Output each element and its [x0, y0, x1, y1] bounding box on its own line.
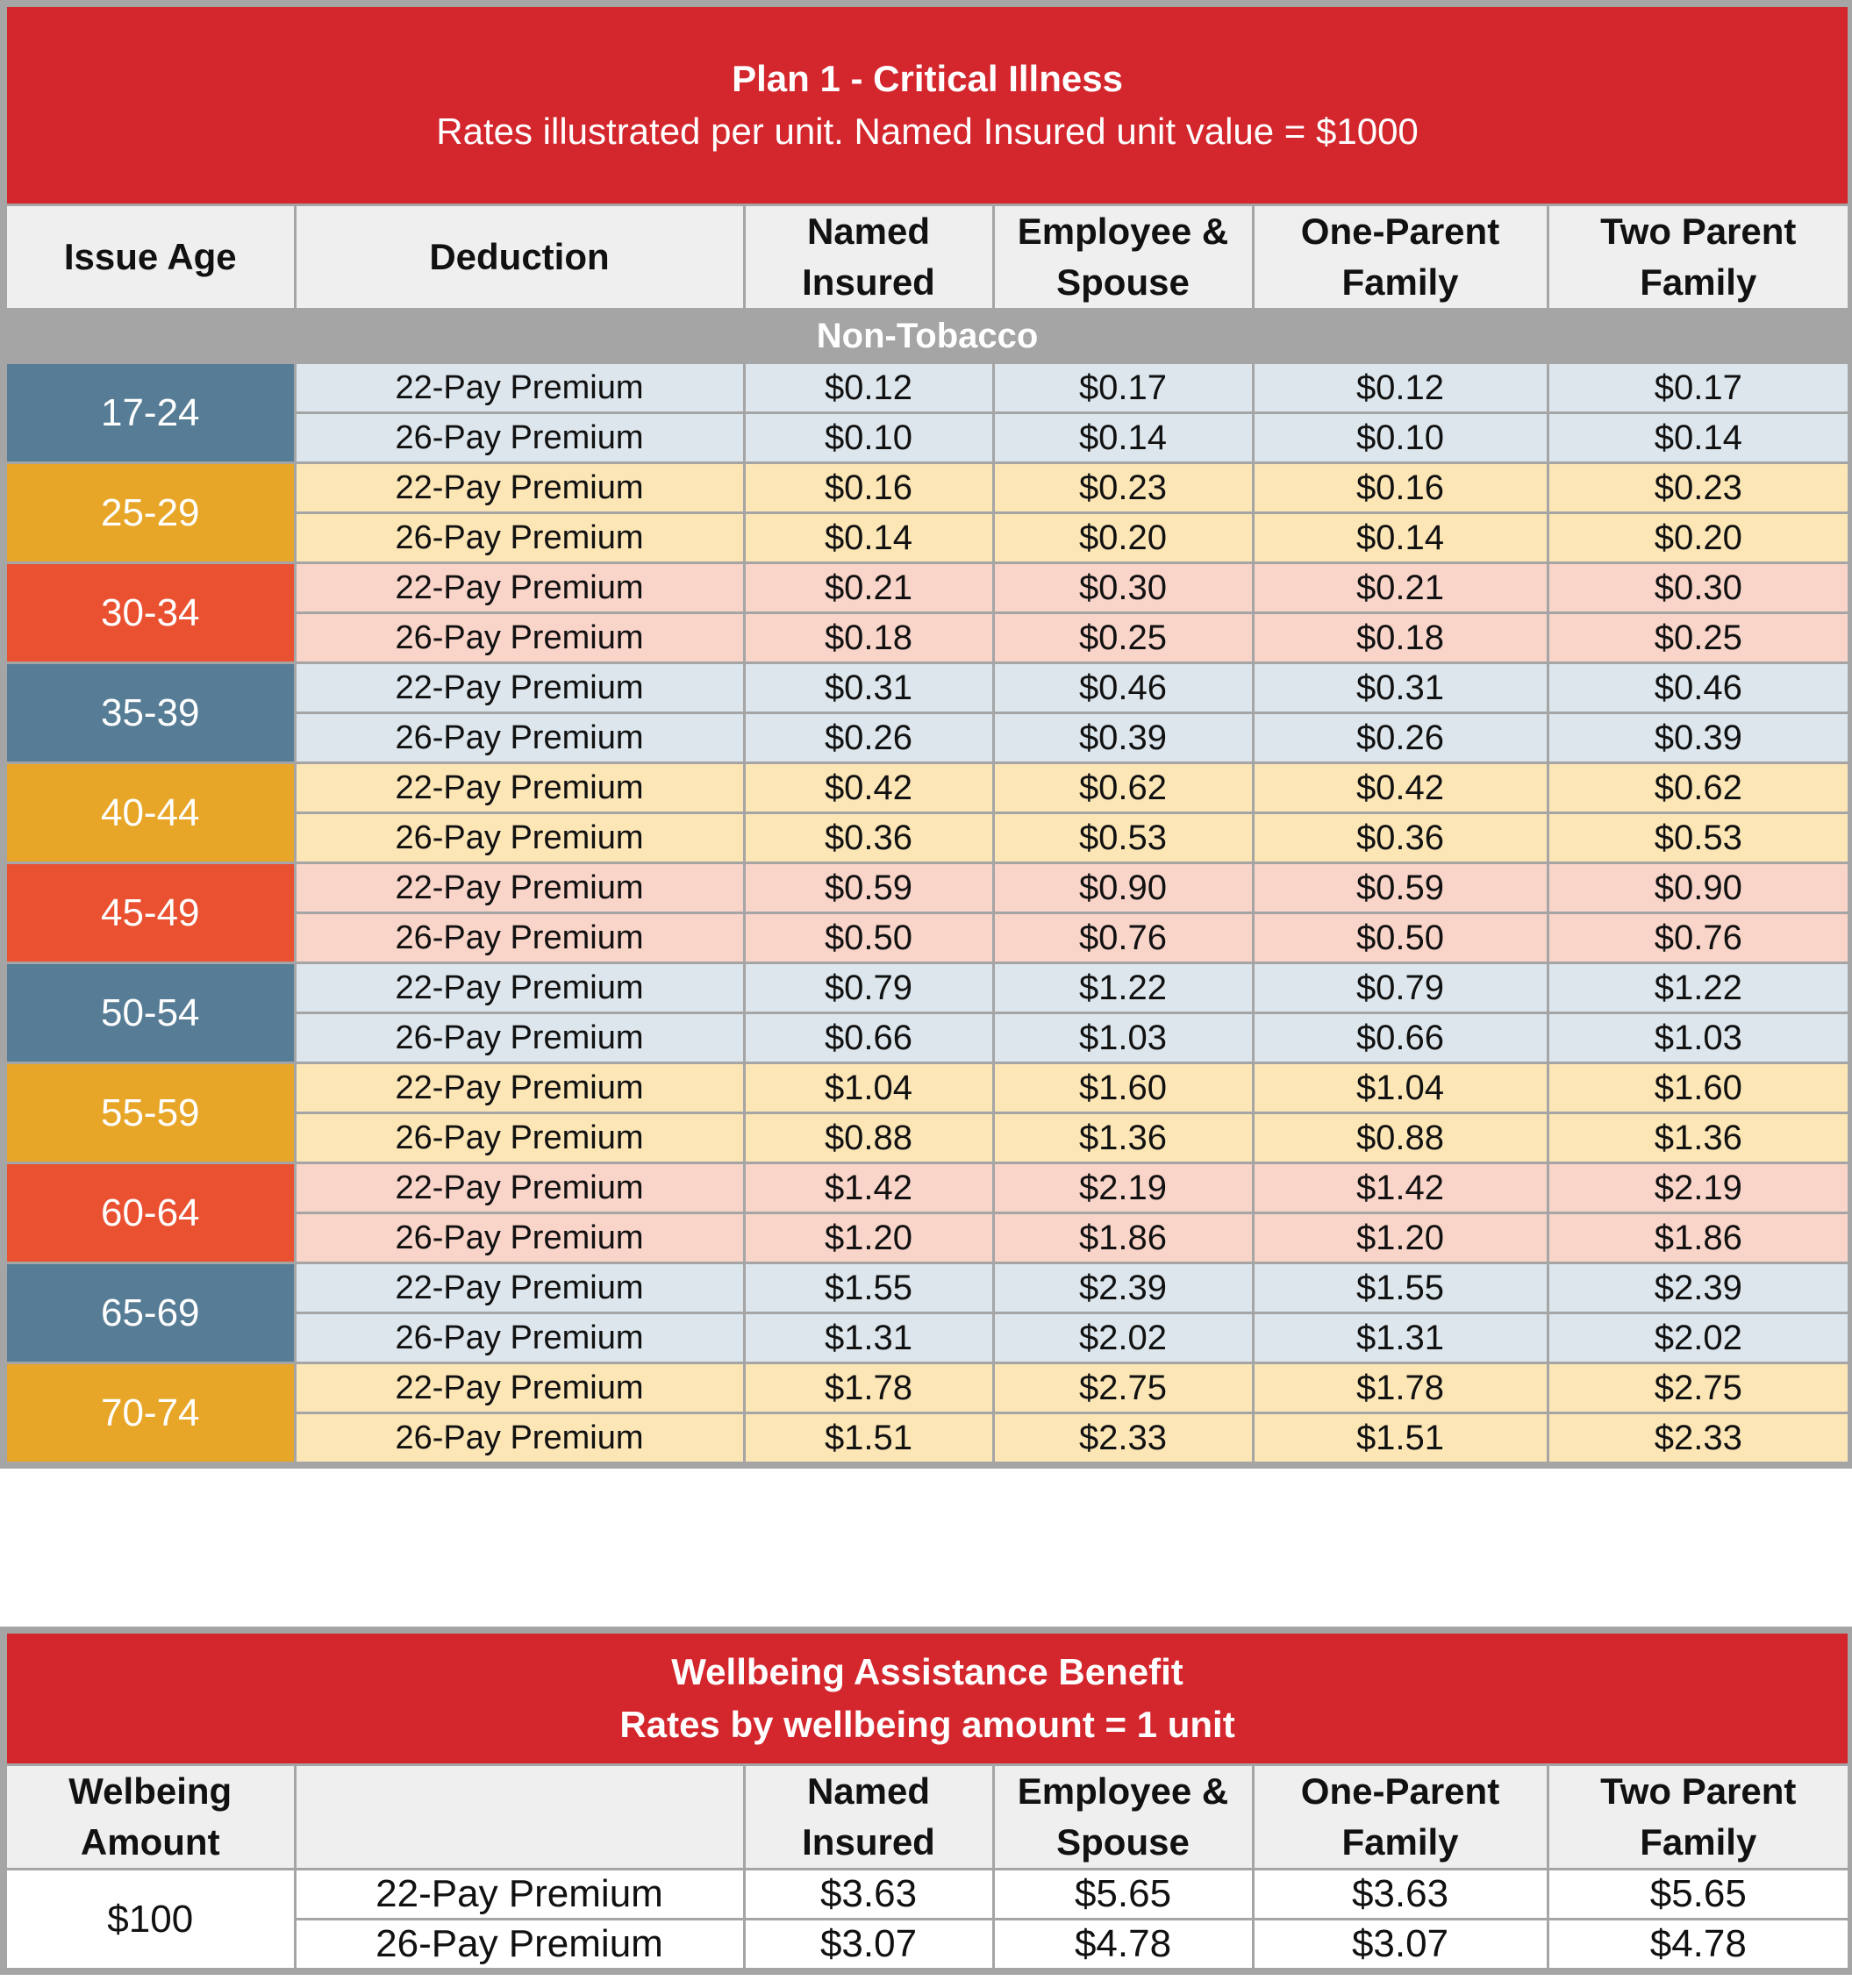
rate-value: $1.86: [1548, 1213, 1851, 1263]
plan-title: Plan 1 - Critical Illness: [732, 58, 1123, 99]
header-line: Employee &: [1017, 211, 1229, 252]
deduction-label: 26-Pay Premium: [295, 413, 744, 463]
wellbeing-title: Wellbeing Assistance Benefit: [671, 1651, 1183, 1692]
header-employee-spouse: [993, 1765, 1253, 1870]
rate-value: $0.18: [744, 613, 993, 663]
header-line: Amount: [80, 1821, 220, 1863]
rate-value: $0.79: [744, 963, 993, 1013]
rate-row: [4, 363, 1851, 413]
rate-row: [4, 763, 1851, 813]
header-line: Spouse: [1056, 1821, 1190, 1863]
rate-value: $0.90: [1548, 863, 1851, 913]
rate-value: $1.51: [744, 1413, 993, 1466]
rate-row: [4, 863, 1851, 913]
rate-value: $0.31: [1253, 663, 1548, 713]
header-line: Named: [806, 211, 931, 252]
rate-value: $0.90: [993, 863, 1253, 913]
rate-value: $0.23: [1548, 463, 1851, 513]
rate-value: $0.79: [1253, 963, 1548, 1013]
header-wellbeing-amount: [4, 1765, 295, 1870]
rate-value: $0.14: [744, 513, 993, 563]
rate-value: $4.78: [993, 1920, 1253, 1972]
section-non-tobacco: Non-Tobacco: [4, 310, 1851, 363]
rate-value: $0.26: [744, 713, 993, 763]
rate-value: $1.78: [1253, 1363, 1548, 1413]
rate-value: $0.42: [1253, 763, 1548, 813]
issue-age-cell: 55-59: [4, 1063, 295, 1163]
rate-value: $0.14: [1253, 513, 1548, 563]
deduction-label: 26-Pay Premium: [295, 1013, 744, 1063]
rate-value: $1.42: [744, 1163, 993, 1213]
rate-value: $3.63: [1253, 1870, 1548, 1920]
rate-value: $0.46: [1548, 663, 1851, 713]
deduction-label: 22-Pay Premium: [295, 1363, 744, 1413]
header-employee-spouse: [993, 205, 1253, 310]
rate-value: $0.62: [1548, 763, 1851, 813]
deduction-label: 22-Pay Premium: [295, 663, 744, 713]
header-line: Spouse: [1056, 261, 1190, 303]
rate-value: $0.50: [744, 913, 993, 963]
rate-value: $0.42: [744, 763, 993, 813]
rate-value: $2.33: [993, 1413, 1253, 1466]
issue-age-cell: 50-54: [4, 963, 295, 1063]
header-named-insured: [744, 205, 993, 310]
rate-value: $0.59: [1253, 863, 1548, 913]
rate-row: [4, 1363, 1851, 1413]
rate-value: $0.14: [1548, 413, 1851, 463]
rate-value: $2.39: [1548, 1263, 1851, 1313]
rate-value: $0.16: [744, 463, 993, 513]
rate-value: $2.33: [1548, 1413, 1851, 1466]
rate-value: $1.42: [1253, 1163, 1548, 1213]
issue-age-cell: 35-39: [4, 663, 295, 763]
rate-value: $1.22: [993, 963, 1253, 1013]
rate-value: $2.02: [993, 1313, 1253, 1363]
header-line: Two Parent: [1600, 1770, 1797, 1812]
header-line: Two Parent: [1600, 211, 1797, 252]
rate-value: $0.36: [1253, 813, 1548, 863]
rate-value: $0.46: [993, 663, 1253, 713]
rate-value: $1.04: [1253, 1063, 1548, 1113]
rate-value: $0.21: [1253, 563, 1548, 613]
deduction-label: 22-Pay Premium: [295, 863, 744, 913]
rate-value: $0.36: [744, 813, 993, 863]
plan-subtitle: Rates illustrated per unit. Named Insured unit value = $1000: [436, 111, 1419, 152]
rate-value: $1.60: [1548, 1063, 1851, 1113]
rate-value: $0.18: [1253, 613, 1548, 663]
deduction-label: 22-Pay Premium: [295, 963, 744, 1013]
rate-value: $2.19: [993, 1163, 1253, 1213]
rate-value: $0.17: [1548, 363, 1851, 413]
rate-value: $0.17: [993, 363, 1253, 413]
wellbeing-row: [4, 1870, 1851, 1920]
rate-value: $3.07: [744, 1920, 993, 1972]
issue-age-cell: 17-24: [4, 363, 295, 463]
wellbeing-subtitle: Rates by wellbeing amount = 1 unit: [619, 1704, 1235, 1745]
rate-row: [4, 463, 1851, 513]
header-line: Employee &: [1017, 1770, 1229, 1812]
rate-value: $0.16: [1253, 463, 1548, 513]
deduction-label: 22-Pay Premium: [295, 1870, 744, 1920]
header-one-parent-family: [1253, 205, 1548, 310]
rate-value: $5.65: [993, 1870, 1253, 1920]
rate-value: $0.59: [744, 863, 993, 913]
rate-value: $0.25: [993, 613, 1253, 663]
rate-value: $1.55: [1253, 1263, 1548, 1313]
header-line: One-Parent: [1300, 1770, 1500, 1812]
deduction-label: 22-Pay Premium: [295, 363, 744, 413]
deduction-label: 26-Pay Premium: [295, 1213, 744, 1263]
rate-value: $0.12: [1253, 363, 1548, 413]
rate-value: $0.53: [993, 813, 1253, 863]
deduction-label: 26-Pay Premium: [295, 1313, 744, 1363]
deduction-label: 22-Pay Premium: [295, 463, 744, 513]
rate-value: $1.20: [744, 1213, 993, 1263]
rate-row: [4, 663, 1851, 713]
rate-value: $0.20: [993, 513, 1253, 563]
header-issue-age: Issue Age: [4, 205, 295, 310]
issue-age-cell: 60-64: [4, 1163, 295, 1263]
header-line: Family: [1640, 1821, 1757, 1863]
rate-value: $1.36: [1548, 1113, 1851, 1163]
rate-value: $0.39: [1548, 713, 1851, 763]
header-line: Welbeing: [68, 1770, 232, 1812]
deduction-label: 22-Pay Premium: [295, 1063, 744, 1113]
issue-age-cell: 30-34: [4, 563, 295, 663]
header-line: Family: [1341, 261, 1459, 303]
issue-age-cell: 70-74: [4, 1363, 295, 1466]
issue-age-cell: 65-69: [4, 1263, 295, 1363]
header-line: Family: [1341, 1821, 1459, 1863]
header-line: Insured: [802, 1821, 935, 1863]
header-line: One-Parent: [1300, 211, 1500, 252]
deduction-label: 26-Pay Premium: [295, 813, 744, 863]
rate-value: $2.19: [1548, 1163, 1851, 1213]
deduction-label: 22-Pay Premium: [295, 1263, 744, 1313]
deduction-label: 26-Pay Premium: [295, 1413, 744, 1466]
rate-value: $1.86: [993, 1213, 1253, 1263]
rate-value: $0.31: [744, 663, 993, 713]
rate-value: $0.30: [1548, 563, 1851, 613]
deduction-label: 26-Pay Premium: [295, 613, 744, 663]
rate-value: $0.62: [993, 763, 1253, 813]
rate-value: $0.66: [1253, 1013, 1548, 1063]
issue-age-cell: 25-29: [4, 463, 295, 563]
wellbeing-amount: $100: [4, 1870, 295, 1972]
rate-value: $1.36: [993, 1113, 1253, 1163]
rate-value: $0.76: [993, 913, 1253, 963]
header-line: Named: [806, 1770, 931, 1812]
header-blank: [295, 1765, 744, 1870]
rate-value: $0.10: [744, 413, 993, 463]
deduction-label: 22-Pay Premium: [295, 563, 744, 613]
rate-value: $0.10: [1253, 413, 1548, 463]
rate-value: $1.78: [744, 1363, 993, 1413]
rate-value: $3.63: [744, 1870, 993, 1920]
rate-value: $1.03: [1548, 1013, 1851, 1063]
rate-value: $0.30: [993, 563, 1253, 613]
deduction-label: 22-Pay Premium: [295, 763, 744, 813]
rate-value: $1.31: [1253, 1313, 1548, 1363]
rate-value: $5.65: [1548, 1870, 1851, 1920]
wellbeing-rate-table: [0, 1627, 1852, 1975]
rate-row: [4, 1263, 1851, 1313]
deduction-label: 26-Pay Premium: [295, 513, 744, 563]
rate-value: $0.50: [1253, 913, 1548, 963]
header-two-parent-family: [1548, 205, 1851, 310]
rate-value: $4.78: [1548, 1920, 1851, 1972]
rate-row: [4, 563, 1851, 613]
rate-value: $0.14: [993, 413, 1253, 463]
rate-value: $0.66: [744, 1013, 993, 1063]
rate-value: $2.39: [993, 1263, 1253, 1313]
deduction-label: 26-Pay Premium: [295, 913, 744, 963]
header-one-parent-family: [1253, 1765, 1548, 1870]
rate-value: $0.20: [1548, 513, 1851, 563]
rate-value: $0.12: [744, 363, 993, 413]
rate-value: $0.25: [1548, 613, 1851, 663]
rate-row: [4, 963, 1851, 1013]
deduction-label: 22-Pay Premium: [295, 1163, 744, 1213]
plan-title-banner: [4, 4, 1851, 205]
rate-value: $1.51: [1253, 1413, 1548, 1466]
deduction-label: 26-Pay Premium: [295, 1113, 744, 1163]
rate-value: $0.39: [993, 713, 1253, 763]
header-line: Family: [1640, 261, 1757, 303]
deduction-label: 26-Pay Premium: [295, 713, 744, 763]
rate-row: [4, 1163, 1851, 1213]
header-two-parent-family: [1548, 1765, 1851, 1870]
rate-value: $2.75: [1548, 1363, 1851, 1413]
header-deduction: Deduction: [295, 205, 744, 310]
rate-value: $0.76: [1548, 913, 1851, 963]
rate-value: $0.88: [744, 1113, 993, 1163]
issue-age-cell: 40-44: [4, 763, 295, 863]
header-named-insured: [744, 1765, 993, 1870]
rate-value: $1.04: [744, 1063, 993, 1113]
rate-value: $0.23: [993, 463, 1253, 513]
rate-value: $2.02: [1548, 1313, 1851, 1363]
header-line: Insured: [802, 261, 935, 303]
rate-value: $2.75: [993, 1363, 1253, 1413]
wellbeing-title-banner: [4, 1630, 1851, 1765]
rate-value: $1.03: [993, 1013, 1253, 1063]
rate-value: $1.60: [993, 1063, 1253, 1113]
issue-age-cell: 45-49: [4, 863, 295, 963]
rate-value: $1.55: [744, 1263, 993, 1313]
rate-value: $0.53: [1548, 813, 1851, 863]
rate-value: $0.88: [1253, 1113, 1548, 1163]
rate-value: $0.21: [744, 563, 993, 613]
rate-value: $1.22: [1548, 963, 1851, 1013]
rate-value: $1.31: [744, 1313, 993, 1363]
rate-value: $3.07: [1253, 1920, 1548, 1972]
rate-row: [4, 1063, 1851, 1113]
rate-value: $1.20: [1253, 1213, 1548, 1263]
deduction-label: 26-Pay Premium: [295, 1920, 744, 1972]
rate-value: $0.26: [1253, 713, 1548, 763]
